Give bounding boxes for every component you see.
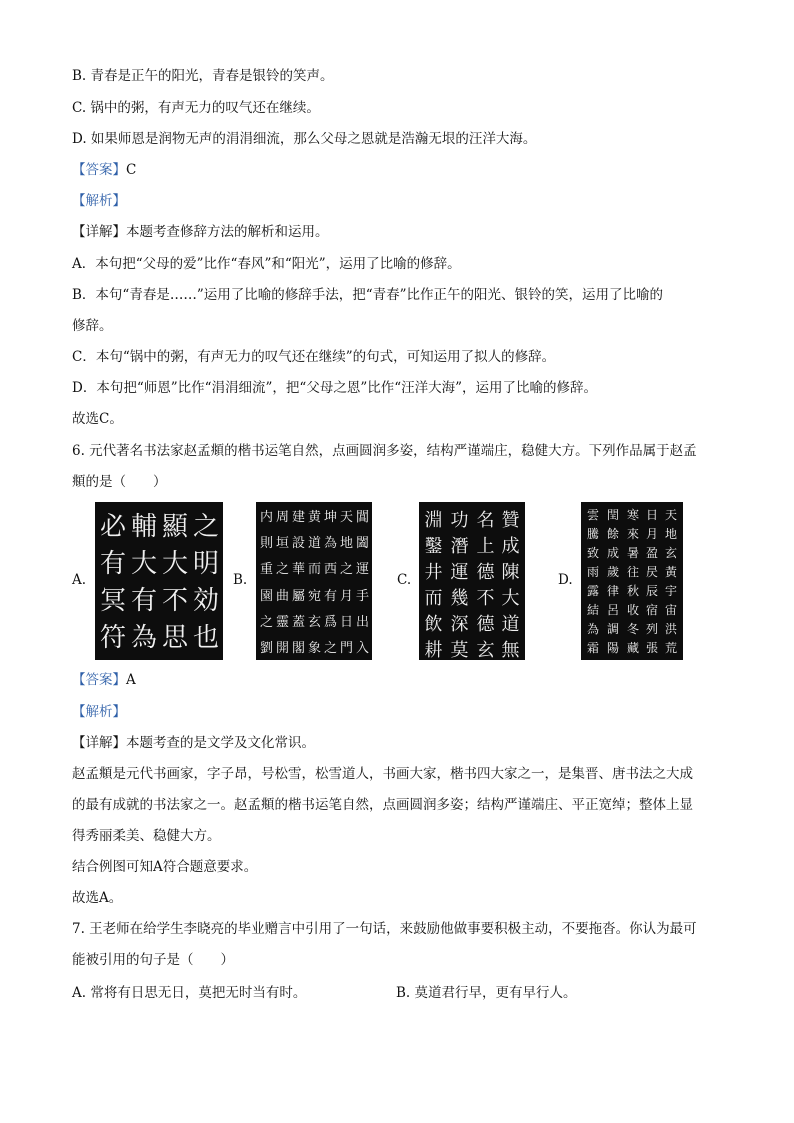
calligraphy-char: 運: [355, 562, 369, 578]
calligraphy-char: 輔: [130, 512, 157, 542]
calligraphy-char: 耕: [424, 640, 443, 660]
calligraphy-char: 騰: [586, 527, 599, 541]
calligraphy-char: 列: [645, 622, 658, 636]
calligraphy-char: 黃: [664, 565, 677, 579]
callig-a-col-2: [130, 506, 158, 656]
calligraphy-char: 往: [626, 565, 639, 579]
calligraphy-char: [100, 654, 126, 660]
callig-a-col-4: [192, 506, 220, 656]
calligraphy-char: 鑿: [424, 536, 443, 557]
callig-c-col-2: [448, 506, 471, 660]
callig-b-col-4: [307, 506, 322, 656]
analysis-tag: 【解析】: [72, 193, 126, 209]
calligraphy-char: 有: [99, 549, 126, 579]
calligraphy-char: 地: [664, 527, 677, 541]
calligraphy-char: 屬: [291, 588, 305, 604]
line-bottom-7: 故选A。: [72, 890, 123, 906]
calligraphy-char: 日: [339, 614, 353, 630]
callig-b-col-7: [355, 506, 370, 656]
analysis-label-q6: [72, 703, 126, 721]
calligraphy-char: 霜: [586, 641, 599, 655]
calligraphy-char: 來: [626, 527, 639, 541]
calligraphy-char: 設: [291, 536, 305, 552]
calligraphy-char: 也: [192, 623, 219, 653]
calligraphy-char: 寒: [626, 508, 639, 522]
q7-option-a: A. 常将有日思无日，莫把无时当有时。: [72, 985, 307, 1001]
callig-b-col-3: [291, 506, 306, 656]
analysis-label-q5: [72, 192, 126, 210]
calligraphy-char: 園: [259, 588, 273, 604]
calligraphy-char: 為: [586, 622, 599, 636]
calligraphy-char: 有: [323, 588, 337, 604]
callig-c-col-4: [499, 506, 522, 660]
calligraphy-char: 地: [339, 536, 353, 552]
calligraphy-image-a: [95, 502, 223, 660]
calligraphy-char: 淵: [424, 510, 443, 531]
calligraphy-char: 門: [339, 640, 353, 656]
calligraphy-char: 飲: [424, 614, 443, 635]
calligraphy-char: 收: [626, 603, 639, 617]
calligraphy-char: 雲: [586, 508, 599, 522]
calligraphy-char: 大: [501, 588, 520, 609]
calligraphy-char: 成: [501, 536, 520, 557]
calligraphy-char: 露: [586, 584, 599, 598]
line-top-10: D．本句把“师恩”比作“涓涓细流”，把“父母之恩”比作“汪洋大海”，运用了比喻的修辞。: [72, 380, 598, 396]
callig-b-col-1: [259, 506, 274, 656]
line-bottom-3: 赵孟頫是元代书画家，字子昂，号松雪，松雪道人，书画大家，楷书四大家之一，是集晋、唐书法之大成: [72, 766, 693, 782]
calligraphy-char: 致: [586, 546, 599, 560]
calligraphy-char: 運: [450, 562, 469, 583]
calligraphy-char: 冥: [99, 586, 126, 616]
calligraphy-char: 手: [355, 588, 369, 604]
calligraphy-char: 餘: [606, 527, 619, 541]
calligraphy-char: 靈: [275, 614, 289, 630]
question-7-stem-cont: 能被引用的句子是（ ）: [72, 952, 234, 968]
calligraphy-char: 建: [291, 510, 305, 525]
line-bottom-4: 的最有成就的书法家之一。赵孟頫的楷书运笔自然，点画圆润多姿；结构严谨端庄、平正宽绰；整体上显: [72, 797, 693, 813]
calligraphy-char: 之: [339, 562, 353, 578]
calligraphy-char: 必: [99, 512, 126, 542]
calligraphy-char: 為: [323, 536, 337, 552]
calligraphy-char: 有: [130, 586, 157, 616]
calligraphy-char: 無: [501, 640, 520, 660]
detail-tag: 【详解】: [72, 224, 126, 240]
calligraphy-char: 不: [476, 588, 495, 609]
calligraphy-char: 之: [192, 512, 219, 542]
calligraphy-char: 道: [307, 536, 321, 552]
calligraphy-char: 大: [161, 549, 188, 579]
option-c-label: C.: [397, 572, 412, 588]
line-top-11: 故选C。: [72, 411, 123, 427]
calligraphy-char: 暑: [626, 546, 639, 560]
calligraphy-char: 宇: [664, 584, 677, 598]
calligraphy-char: 贊: [501, 510, 520, 531]
q7-option-b: B. 莫道君行早，更有早行人。: [396, 985, 577, 1001]
calligraphy-char: 冬: [626, 622, 639, 636]
calligraphy-char: 日: [645, 508, 658, 522]
calligraphy-image-b: [256, 502, 372, 660]
calligraphy-char: 宛: [307, 588, 321, 604]
calligraphy-char: 之: [275, 562, 289, 578]
option-b-label: B.: [233, 572, 248, 588]
calligraphy-char: 雨: [586, 565, 599, 579]
calligraphy-char: 則: [259, 536, 273, 552]
detail-label-q6: 【详解】本题考查的是文学及文化常识。: [72, 735, 315, 751]
question-6-stem: 6. 元代著名书法家赵孟頫的楷书运笔自然，点画圆润多姿，结构严谨端庄，稳健大方。下列作品属于赵孟: [72, 443, 697, 459]
line-top-0: B. 青春是正午的阳光，青春是银铃的笑声。: [72, 68, 334, 84]
calligraphy-char: 蓋: [291, 614, 305, 630]
calligraphy-char: 之: [323, 640, 337, 656]
calligraphy-char: 出: [355, 614, 369, 630]
calligraphy-char: 宿: [645, 603, 658, 617]
calligraphy-char: 思: [161, 623, 188, 653]
calligraphy-char: 月: [645, 527, 658, 541]
calligraphy-char: 歲: [606, 565, 619, 579]
calligraphy-char: 黄: [307, 510, 321, 525]
calligraphy-char: 功: [450, 510, 469, 531]
calligraphy-char: 内: [259, 510, 273, 525]
calligraphy-char: 而: [424, 588, 443, 609]
calligraphy-char: 莫: [450, 640, 469, 660]
option-d-label: D.: [558, 572, 573, 588]
callig-d-col-2: [604, 506, 622, 656]
callig-a-col-3: [161, 506, 189, 656]
line-top-6: A．本句把“父母的爱”比作“春风”和“阳光”，运用了比喻的修辞。: [72, 256, 461, 272]
calligraphy-image-d: [581, 502, 683, 660]
calligraphy-options: [72, 500, 732, 664]
question-6-stem-cont: 頫的是（ ）: [72, 474, 167, 490]
calligraphy-char: 律: [606, 584, 619, 598]
calligraphy-char: 藏: [626, 641, 639, 655]
calligraphy-char: 結: [586, 603, 599, 617]
calligraphy-char: 道: [501, 614, 520, 635]
detail-tag: 【详解】: [72, 735, 126, 751]
line-top-2: D. 如果师恩是润物无声的涓涓细流，那么父母之恩就是浩瀚无垠的汪洋大海。: [72, 131, 537, 147]
callig-d-col-1: [584, 506, 602, 656]
line-bottom-5: 得秀丽柔美、稳健大方。: [72, 828, 221, 844]
calligraphy-char: 月: [339, 588, 353, 604]
calligraphy-char: 呂: [606, 603, 619, 617]
calligraphy-char: 井: [424, 562, 443, 583]
callig-d-col-5: [662, 506, 680, 656]
answer-label-q6: 【答案】A: [72, 672, 136, 688]
calligraphy-char: 玄: [307, 614, 321, 630]
calligraphy-char: 為: [130, 623, 157, 653]
calligraphy-char: 劉: [259, 640, 273, 656]
analysis-tag: 【解析】: [72, 704, 126, 720]
callig-b-col-2: [275, 506, 290, 656]
calligraphy-char: 閏: [606, 508, 619, 522]
line-top-1: C. 锅中的粥，有声无力的叹气还在继续。: [72, 100, 320, 116]
calligraphy-char: 洪: [664, 622, 677, 636]
question-7-stem: 7. 王老师在给学生李晓亮的毕业赠言中引用了一句话，来鼓励他做事要积极主动，不要拖沓。你认为最可: [72, 921, 697, 937]
calligraphy-char: [193, 654, 219, 660]
calligraphy-char: 坤: [323, 510, 337, 525]
answer-tag: 【答案】: [72, 162, 126, 178]
calligraphy-char: 垣: [275, 536, 289, 552]
option-a-label: A.: [72, 572, 87, 588]
calligraphy-char: 明: [192, 549, 219, 579]
calligraphy-char: 天: [339, 510, 353, 525]
calligraphy-char: 張: [645, 641, 658, 655]
calligraphy-char: [162, 654, 188, 660]
calligraphy-char: 陽: [606, 641, 619, 655]
calligraphy-char: 而: [307, 562, 321, 578]
callig-d-col-4: [643, 506, 661, 656]
callig-c-col-1: [422, 506, 445, 660]
calligraphy-char: 西: [323, 562, 337, 578]
calligraphy-char: 調: [606, 622, 619, 636]
calligraphy-char: 昃: [645, 565, 658, 579]
calligraphy-char: 潛: [450, 536, 469, 557]
calligraphy-char: 華: [291, 562, 305, 578]
calligraphy-char: 爲: [323, 614, 337, 630]
line-bottom-6: 结合例图可知A符合题意要求。: [72, 859, 258, 875]
calligraphy-char: 不: [161, 586, 188, 616]
calligraphy-char: 曲: [275, 588, 289, 604]
calligraphy-char: 之: [259, 614, 273, 630]
calligraphy-char: 閣: [291, 640, 305, 656]
calligraphy-char: 周: [275, 510, 289, 525]
calligraphy-char: 玄: [476, 640, 495, 660]
calligraphy-char: 盈: [645, 546, 658, 560]
calligraphy-char: 開: [275, 640, 289, 656]
line-top-9: C．本句“锅中的粥，有声无力的叹气还在继续”的句式，可知运用了拟人的修辞。: [72, 349, 556, 365]
calligraphy-char: 成: [606, 546, 619, 560]
callig-b-col-6: [339, 506, 354, 656]
callig-a-col-1: [99, 506, 127, 656]
calligraphy-char: 天: [664, 508, 677, 522]
calligraphy-char: 顯: [161, 512, 188, 542]
calligraphy-char: 宙: [664, 603, 677, 617]
calligraphy-char: 陳: [501, 562, 520, 583]
calligraphy-char: 効: [192, 586, 219, 616]
calligraphy-char: 重: [259, 562, 273, 578]
detail-label-q5: 【详解】本题考查修辞方法的解析和运用。: [72, 224, 329, 240]
calligraphy-char: 閶: [355, 510, 369, 525]
calligraphy-char: 符: [99, 623, 126, 653]
answer-label-q5: 【答案】C: [72, 162, 137, 178]
callig-d-col-3: [624, 506, 642, 656]
line-top-8: 修辞。: [72, 318, 113, 334]
calligraphy-char: 入: [355, 640, 369, 656]
calligraphy-char: 深: [450, 614, 469, 635]
callig-c-col-3: [474, 506, 497, 660]
calligraphy-char: 上: [476, 536, 495, 557]
calligraphy-char: 德: [476, 614, 495, 635]
calligraphy-char: 德: [476, 562, 495, 583]
callig-b-col-5: [323, 506, 338, 656]
line-top-7: B．本句“青春是……”运用了比喻的修辞手法，把“青春”比作正午的阳光、银铃的笑，运用了比喻的: [72, 287, 664, 303]
calligraphy-char: 辰: [645, 584, 658, 598]
answer-tag: 【答案】: [72, 672, 126, 688]
calligraphy-char: 荒: [664, 641, 677, 655]
calligraphy-char: 玄: [664, 546, 677, 560]
calligraphy-char: [131, 654, 157, 660]
calligraphy-char: 象: [307, 640, 321, 656]
calligraphy-char: 大: [130, 549, 157, 579]
calligraphy-image-c: [419, 502, 525, 660]
calligraphy-char: 闔: [355, 536, 369, 552]
calligraphy-char: 秋: [626, 584, 639, 598]
calligraphy-char: 幾: [450, 588, 469, 609]
calligraphy-char: 名: [476, 510, 495, 531]
